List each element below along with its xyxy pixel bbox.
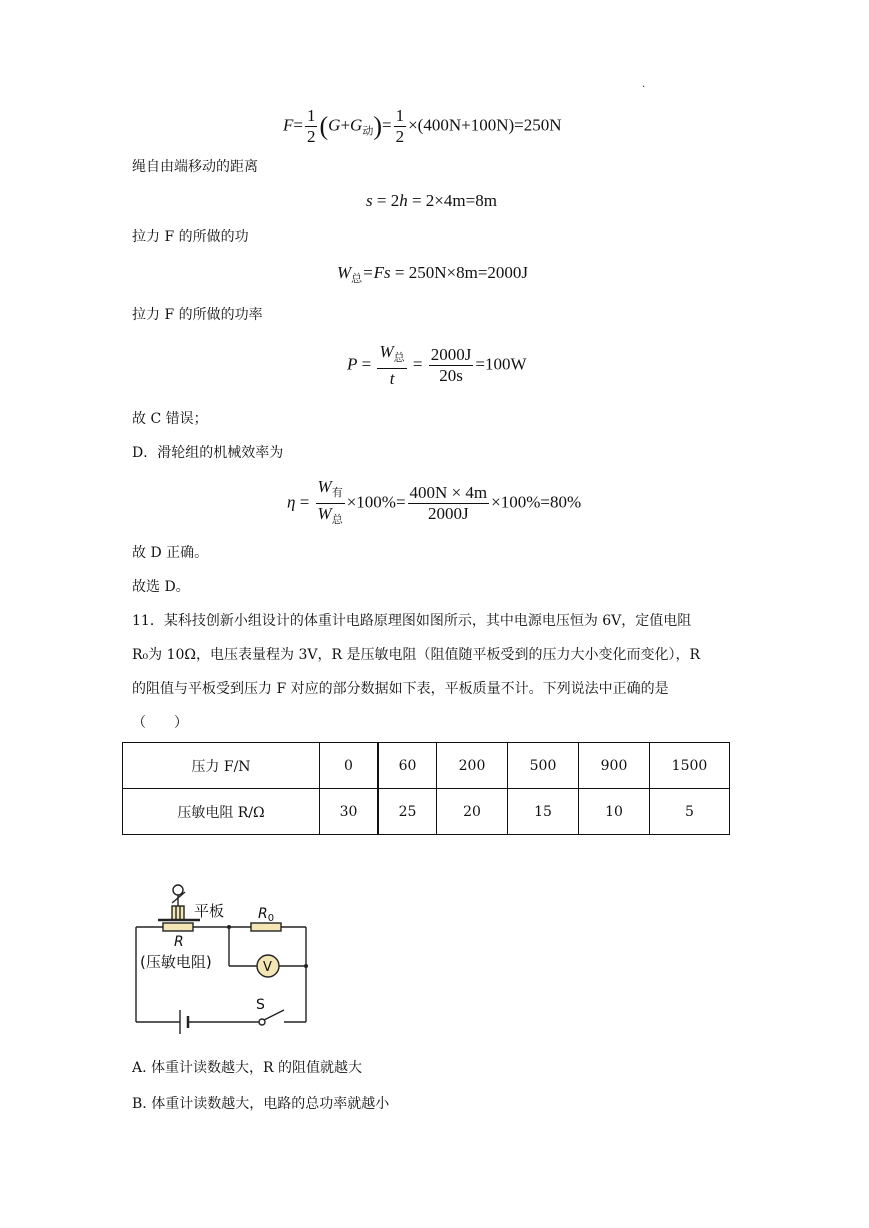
table-cell: 5 — [650, 789, 730, 835]
text-line: 拉力 F 的所做的功 — [132, 229, 249, 245]
fraction — [305, 106, 318, 147]
eq-symbol: =Fs — [362, 263, 391, 282]
table-header-cell: 压敏电阻 R/Ω — [123, 789, 320, 835]
eq-symbol: G — [328, 115, 341, 135]
numerator — [316, 477, 345, 504]
r-label: R — [174, 934, 184, 950]
eq-tail: =100W — [475, 354, 527, 374]
eq-symbol: = — [295, 492, 314, 512]
fraction — [316, 477, 345, 530]
eq-symbol: = — [357, 354, 376, 374]
text-line: 拉力 F 的所做的功率 — [132, 307, 263, 323]
option-b: B. 体重计读数越大，电路的总功率就越小 — [132, 1096, 390, 1112]
table-cell: 15 — [508, 789, 579, 835]
eq-symbol: η — [287, 492, 296, 512]
equation-power — [347, 342, 527, 389]
table-row — [123, 743, 730, 789]
eq-symbol: W — [317, 477, 332, 496]
eq-symbol: W — [317, 504, 332, 523]
fraction — [377, 342, 406, 389]
eq-symbol: h — [399, 191, 408, 210]
table-cell: 200 — [437, 743, 508, 789]
table-cell: 900 — [579, 743, 650, 789]
corner-mark: · — [642, 82, 646, 93]
fraction — [429, 345, 474, 386]
numerator — [377, 342, 406, 369]
question-11-line: R₀为 10Ω，电压表量程为 3V，R 是压敏电阻（阻值随平板受到的压力大小变化而变化），R — [132, 647, 701, 663]
voltmeter-label: V — [263, 960, 272, 975]
table-cell: 10 — [579, 789, 650, 835]
table-cell: 30 — [320, 789, 379, 835]
eq-symbol: = — [293, 115, 303, 135]
eq-tail: ×100%=80% — [491, 492, 582, 512]
pressure-resistance-table — [122, 742, 730, 835]
question-11-line: 的阻值与平板受到压力 F 对应的部分数据如下表，平板质量不计。下列说法中正确的是 — [132, 681, 669, 697]
subscript: 总 — [351, 273, 363, 285]
denominator — [316, 504, 345, 530]
denominator: 2 — [306, 127, 316, 146]
subscript: 有 — [331, 487, 343, 499]
question-11-line: 11．某科技创新小组设计的体重计电路原理图如图所示，其中电源电压恒为 6V，定值电阻 — [132, 613, 692, 629]
text-line: 绳自由端移动的距离 — [132, 159, 258, 175]
r-description: (压敏电阻) — [140, 953, 212, 971]
text-line: 故 C 错误； — [132, 411, 208, 427]
eq-symbol: F — [283, 115, 294, 135]
eq-symbol: W — [337, 263, 352, 282]
table-cell: 60 — [378, 743, 437, 789]
eq-tail: = 2×4m=8m — [407, 191, 497, 210]
text-line: 故选 D。 — [132, 579, 190, 595]
eq-symbol: G — [350, 115, 363, 135]
eq-symbol: = — [381, 115, 392, 135]
eq-symbol: s — [366, 191, 373, 210]
table-cell: 1500 — [650, 743, 730, 789]
eq-tail: = 250N×8m=2000J — [390, 263, 529, 282]
resistor-r0 — [251, 923, 281, 931]
eq-tail: ×(400N+100N)=250N — [408, 115, 562, 135]
eq-symbol: + — [340, 115, 351, 135]
denominator: 2 — [395, 127, 405, 146]
question-11-blank: （ ） — [132, 715, 188, 731]
person-icon — [173, 885, 183, 895]
numerator: 1 — [306, 106, 316, 125]
plate-label: 平板 — [194, 902, 225, 920]
fraction — [394, 106, 407, 147]
subscript: 总 — [393, 352, 405, 364]
denominator: t — [389, 369, 395, 388]
text-line: 故 D 正确。 — [132, 545, 209, 561]
eq-symbol: = — [408, 354, 427, 374]
table-header-cell: 压力 F/N — [123, 743, 320, 789]
table-cell: 25 — [378, 789, 437, 835]
option-a: A. 体重计读数越大，R 的阻值就越大 — [132, 1060, 363, 1076]
eq-symbol: P — [347, 354, 358, 374]
subscript: 总 — [331, 514, 343, 526]
text-line: D．滑轮组的机械效率为 — [132, 445, 284, 461]
numerator: 400N × 4m — [409, 483, 488, 502]
table-cell: 0 — [320, 743, 379, 789]
numerator: 1 — [395, 106, 405, 125]
denominator: 20s — [439, 366, 463, 385]
r0-label: $R_0$ — [258, 906, 275, 924]
equation-efficiency — [287, 477, 581, 530]
circuit-diagram — [128, 880, 318, 1040]
eq-symbol: ×100%= — [346, 492, 406, 512]
table-cell: 20 — [437, 789, 508, 835]
numerator: 2000J — [430, 345, 472, 364]
table-cell: 500 — [508, 743, 579, 789]
equation-pull-force: F= $\frac{1}{2}$ $(G+G_动)=$ $\frac{1}{2}$ ×(400N+100N)=250N — [283, 106, 562, 146]
eq-symbol: W — [379, 342, 394, 361]
equation-distance — [366, 191, 497, 211]
denominator: 2000J — [428, 504, 469, 523]
subscript: 动 — [362, 125, 374, 138]
switch-label: S — [256, 997, 265, 1013]
switch-lever — [264, 1010, 284, 1020]
pressure-resistor — [163, 923, 193, 931]
eq-symbol: = 2 — [372, 191, 400, 210]
table-row — [123, 789, 730, 835]
equation-work — [337, 263, 528, 286]
fraction — [408, 483, 490, 524]
